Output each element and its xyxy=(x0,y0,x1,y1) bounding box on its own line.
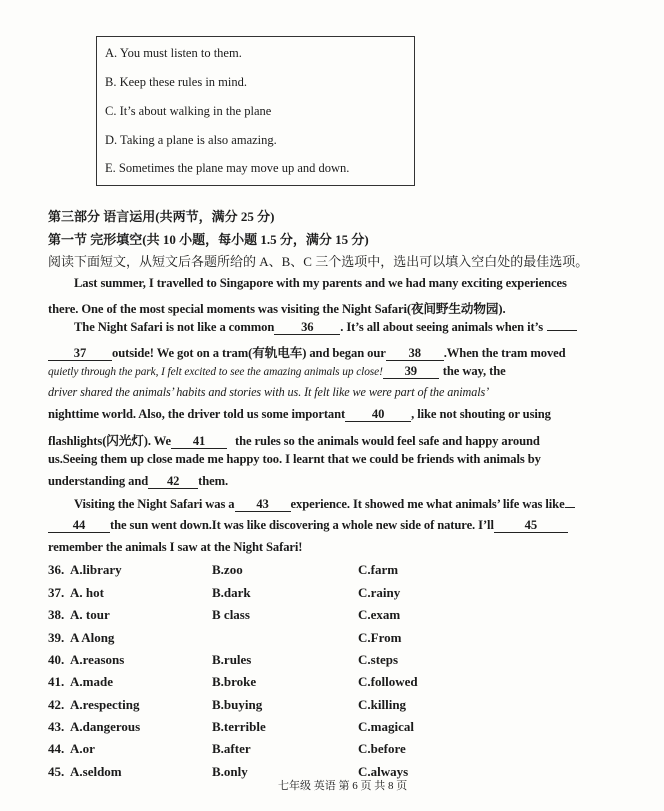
option-c[interactable]: C.exam xyxy=(358,607,401,622)
option-c[interactable]: C.steps xyxy=(358,652,399,667)
blank-42[interactable]: 42 xyxy=(148,475,198,489)
blank-43[interactable]: 43 xyxy=(235,498,291,512)
passage-line-4: 37 outside! We got on a tram(有轨电车) and began our 38 .When the tram moved xyxy=(48,342,566,361)
passage-line-13: remember the animals I saw at the Night Safari! xyxy=(48,540,303,554)
passage-line-2: there. One of the most special moments was visiting the Night Safari(夜间野生动物园). xyxy=(48,302,506,316)
passage-line-7: nighttime world. Also, the driver told us some important 40 , like not shouting or using xyxy=(48,407,551,421)
option-b[interactable]: B.after xyxy=(212,741,251,756)
box-option-e: E. Sometimes the plane may move up and down. xyxy=(105,161,350,175)
passage-line-9: us.Seeing them up close made me happy too. I learnt that we could be friends with animals by xyxy=(48,452,541,466)
option-c[interactable]: C.From xyxy=(358,630,402,645)
option-a[interactable]: A.respecting xyxy=(70,697,140,712)
part-title: 第三部分 语言运用(共两节，满分 25 分) xyxy=(48,209,275,224)
question-number: 44. xyxy=(48,741,65,756)
option-b[interactable]: B.buying xyxy=(212,697,263,712)
box-option-b: B. Keep these rules in mind. xyxy=(105,75,247,89)
blank-37[interactable]: 37 xyxy=(48,347,112,361)
option-a[interactable]: A Along xyxy=(70,630,115,645)
option-c[interactable]: C.farm xyxy=(358,562,399,577)
option-b[interactable]: B.terrible xyxy=(212,719,266,734)
option-b[interactable]: B.dark xyxy=(212,585,251,600)
option-b[interactable]: B.zoo xyxy=(212,562,243,577)
options-box xyxy=(96,36,415,186)
blank-44[interactable]: 44 xyxy=(48,519,110,533)
question-number: 45. xyxy=(48,764,65,779)
option-b[interactable]: B.rules xyxy=(212,652,252,667)
option-c[interactable]: C.magical xyxy=(358,719,414,734)
option-a[interactable]: A.made xyxy=(70,674,113,689)
option-b[interactable]: B.only xyxy=(212,764,248,779)
question-number: 42. xyxy=(48,697,65,712)
passage-line-1: Last summer, I travelled to Singapore with my parents and we had many exciting experiences xyxy=(74,276,567,290)
blank-44-lead xyxy=(565,507,575,508)
option-c[interactable]: C.before xyxy=(358,741,406,756)
question-number: 39. xyxy=(48,630,65,645)
option-c[interactable]: C.followed xyxy=(358,674,418,689)
blank-41[interactable]: 41 xyxy=(171,435,227,449)
question-number: 43. xyxy=(48,719,65,734)
page-footer: 七年级 英语 第 6 页 共 8 页 xyxy=(278,780,408,792)
passage-line-8: flashlights(闪光灯). We 41 the rules so the animals would feel safe and happy around xyxy=(48,434,540,448)
passage-line-10: understanding and 42 them. xyxy=(48,474,229,488)
option-a[interactable]: A.reasons xyxy=(70,652,125,667)
option-a[interactable]: A. hot xyxy=(70,585,104,600)
option-c[interactable]: C.killing xyxy=(358,697,407,712)
passage-line-12: 44 the sun went down.It was like discovering a whole new side of nature. I’ll 45 xyxy=(48,518,568,533)
passage-line-11: Visiting the Night Safari was a 43 experience. It showed me what animals’ life was like xyxy=(74,497,575,512)
option-a[interactable]: A.library xyxy=(70,562,122,577)
blank-40[interactable]: 40 xyxy=(345,408,411,422)
question-number: 40. xyxy=(48,652,65,667)
question-number: 36. xyxy=(48,562,65,577)
question-number: 37. xyxy=(48,585,65,600)
blank-38[interactable]: 38 xyxy=(386,347,444,361)
blank-36[interactable]: 36 xyxy=(274,321,340,335)
box-option-d: D. Taking a plane is also amazing. xyxy=(105,133,277,147)
instruction: 阅读下面短文，从短文后各题所给的 A、B、C 三个选项中，选出可以填入空白处的最佳选项。 xyxy=(48,254,589,269)
option-a[interactable]: A.seldom xyxy=(70,764,122,779)
passage-line-5: quietly through the park, I felt excited to see the amazing animals up close! 39 the way, the xyxy=(48,364,506,378)
blank-39[interactable]: 39 xyxy=(383,365,439,379)
blank-37-lead xyxy=(547,330,577,331)
question-number: 41. xyxy=(48,674,65,689)
box-option-c: C. It’s about walking in the plane xyxy=(105,104,272,118)
option-c[interactable]: C.always xyxy=(358,764,409,779)
option-a[interactable]: A.dangerous xyxy=(70,719,141,734)
option-c[interactable]: C.rainy xyxy=(358,585,401,600)
option-b[interactable]: B.broke xyxy=(212,674,257,689)
blank-45[interactable]: 45 xyxy=(494,519,568,533)
passage-line-6: driver shared the animals’ habits and stories with us. It felt like we were part of the animals’ xyxy=(48,385,490,399)
box-option-a: A. You must listen to them. xyxy=(105,46,242,60)
option-a[interactable]: A.or xyxy=(70,741,95,756)
option-a[interactable]: A. tour xyxy=(70,607,110,622)
passage-line-3: The Night Safari is not like a common 36 . It’s all about seeing animals when it’s xyxy=(74,320,577,335)
question-number: 38. xyxy=(48,607,65,622)
sub-title: 第一节 完形填空(共 10 小题，每小题 1.5 分，满分 15 分) xyxy=(48,232,369,247)
option-b[interactable]: B class xyxy=(212,607,250,622)
